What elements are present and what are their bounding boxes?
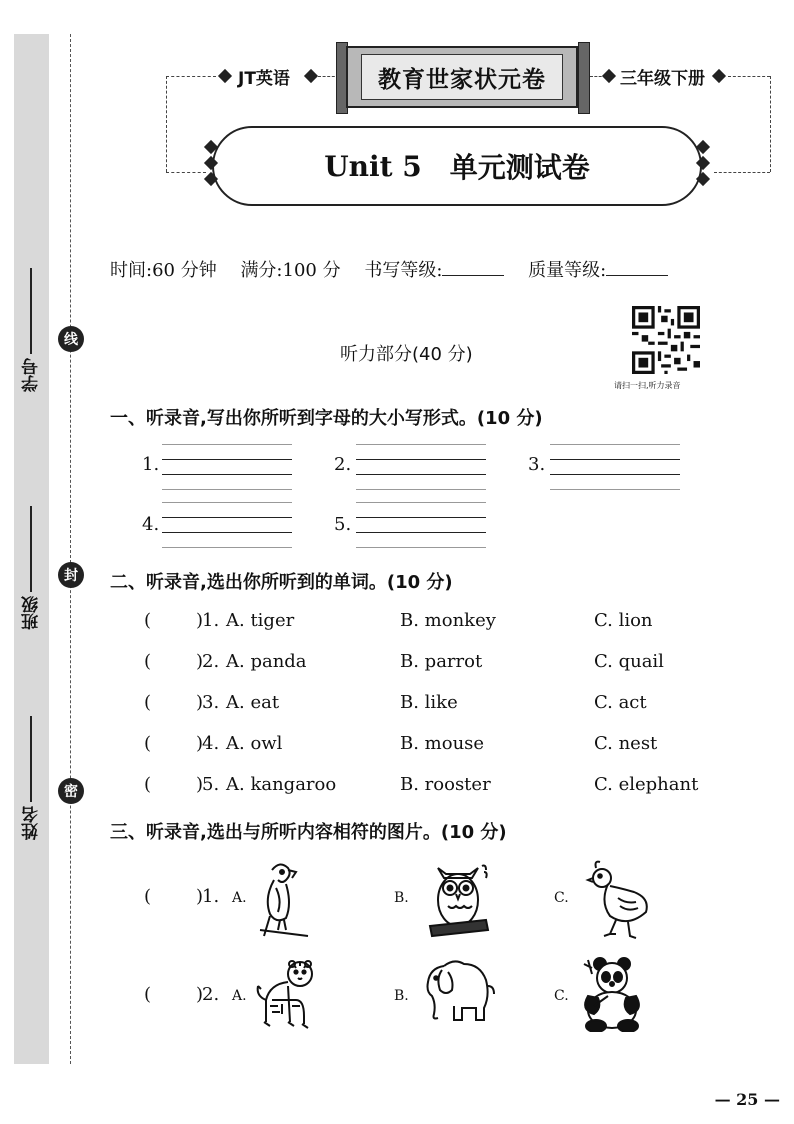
student-id-label: 学号 — [22, 358, 42, 392]
picture-question-row — [144, 956, 704, 1046]
option-b: B. mouse — [400, 733, 485, 754]
option-b: B. rooster — [400, 774, 491, 795]
seal-secret: 密 — [58, 778, 84, 804]
option-b: B. like — [400, 692, 458, 713]
banner — [346, 46, 578, 108]
option-a: A. panda — [226, 651, 307, 672]
diamond-icon — [602, 69, 616, 83]
header-vdash-right — [770, 76, 771, 172]
unit-title — [212, 126, 702, 206]
question-number: 2. — [202, 984, 220, 1005]
answer-paren-right: ) — [196, 774, 204, 795]
unit-number: Unit 5 — [324, 149, 422, 183]
test-title: 单元测试卷 — [449, 151, 590, 184]
option-b: B. monkey — [400, 610, 496, 631]
picture-option-c: C. — [554, 988, 569, 1004]
elephant-icon[interactable] — [414, 956, 498, 1026]
class-field[interactable] — [14, 460, 49, 630]
option-a: A. owl — [226, 733, 283, 754]
student-id-field[interactable] — [14, 232, 49, 392]
header-dash-left-low — [166, 172, 206, 173]
section1-title: 一、听录音,写出你所听到字母的大小写形式。(10 分) — [110, 408, 543, 429]
option-c: C. elephant — [594, 774, 699, 795]
option-c: C. nest — [594, 733, 658, 754]
exam-full-score: 满分:100 分 — [240, 260, 341, 281]
answer-paren-right: ) — [196, 886, 204, 907]
write-item-number: 1. — [142, 454, 160, 475]
page-number: — 25 — — [714, 1090, 780, 1109]
answer-paren-left[interactable]: ( — [144, 692, 152, 713]
qr-caption: 请扫一扫,听力录音 — [614, 381, 681, 390]
option-a: A. tiger — [226, 610, 295, 631]
answer-paren-right: ) — [196, 651, 204, 672]
cut-line — [70, 34, 71, 1064]
picture-option-b: B. — [394, 988, 409, 1004]
diamond-icon — [218, 69, 232, 83]
answer-paren-left[interactable]: ( — [144, 984, 152, 1005]
picture-option-a: A. — [232, 988, 247, 1004]
header-dash-left — [166, 76, 216, 77]
writing-grade-label: 书写等级: — [364, 260, 443, 281]
name-blank[interactable] — [31, 716, 33, 802]
name-label: 姓名 — [22, 806, 42, 840]
answer-paren-left[interactable]: ( — [144, 886, 152, 907]
name-field[interactable] — [14, 680, 49, 840]
scroll-end-right — [578, 42, 590, 114]
header-dash-right — [728, 76, 770, 77]
option-a: A. kangaroo — [226, 774, 337, 795]
seal-seal: 封 — [58, 562, 84, 588]
parrot-icon[interactable] — [252, 858, 316, 942]
picture-option-b: B. — [394, 890, 409, 906]
write-item-number: 4. — [142, 514, 160, 535]
tiger-icon[interactable] — [252, 956, 326, 1032]
owl-icon[interactable] — [426, 858, 494, 942]
question-number: 1. — [202, 886, 220, 907]
answer-paren-right: ) — [196, 610, 204, 631]
answer-paren-left[interactable]: ( — [144, 733, 152, 754]
quality-grade-blank[interactable] — [606, 275, 668, 276]
writing-lines-1[interactable] — [162, 444, 292, 490]
right-tag: 三年级下册 — [620, 69, 705, 89]
class-label: 班级 — [22, 596, 42, 630]
banner-title: 教育世家状元卷 — [361, 54, 563, 100]
writing-lines-3[interactable] — [550, 444, 680, 490]
qr-code-icon[interactable] — [632, 306, 700, 374]
option-b: B. parrot — [400, 651, 483, 672]
option-c: C. act — [594, 692, 647, 713]
write-item-number: 5. — [334, 514, 352, 535]
section2-title: 二、听录音,选出你所听到的单词。(10 分) — [110, 572, 453, 593]
option-a: A. eat — [226, 692, 280, 713]
answer-paren-left[interactable]: ( — [144, 610, 152, 631]
question-number: 1. — [202, 610, 220, 631]
writing-lines-5[interactable] — [356, 502, 486, 548]
picture-question-row — [144, 858, 704, 948]
answer-paren-right: ) — [196, 692, 204, 713]
student-id-blank[interactable] — [31, 268, 33, 354]
answer-paren-right: ) — [196, 733, 204, 754]
diamond-icon — [712, 69, 726, 83]
writing-grade-blank[interactable] — [442, 275, 504, 276]
class-blank[interactable] — [31, 506, 33, 592]
write-item-number: 3. — [528, 454, 546, 475]
answer-paren-left[interactable]: ( — [144, 651, 152, 672]
exam-time: 时间:60 分钟 — [110, 260, 217, 281]
exam-info — [110, 256, 686, 282]
answer-paren-left[interactable]: ( — [144, 774, 152, 795]
write-item-number: 2. — [334, 454, 352, 475]
answer-paren-right: ) — [196, 984, 204, 1005]
section3-title: 三、听录音,选出与所听内容相符的图片。(10 分) — [110, 822, 507, 843]
header-dash-right-low — [714, 172, 770, 173]
picture-option-a: A. — [232, 890, 247, 906]
question-number: 4. — [202, 733, 220, 754]
diamond-icon — [304, 69, 318, 83]
option-c: C. lion — [594, 610, 653, 631]
left-tag: JT英语 — [238, 69, 290, 89]
quality-grade-label: 质量等级: — [528, 260, 607, 281]
question-number: 3. — [202, 692, 220, 713]
header-vdash-left — [166, 76, 167, 172]
question-number: 2. — [202, 651, 220, 672]
quail-icon[interactable] — [580, 858, 656, 942]
panda-icon[interactable] — [574, 956, 646, 1032]
picture-option-c: C. — [554, 890, 569, 906]
option-c: C. quail — [594, 651, 664, 672]
seal-line: 线 — [58, 326, 84, 352]
listening-title: 听力部分(40 分) — [340, 344, 473, 365]
question-number: 5. — [202, 774, 220, 795]
writing-lines-2[interactable] — [356, 444, 486, 490]
writing-lines-4[interactable] — [162, 502, 292, 548]
